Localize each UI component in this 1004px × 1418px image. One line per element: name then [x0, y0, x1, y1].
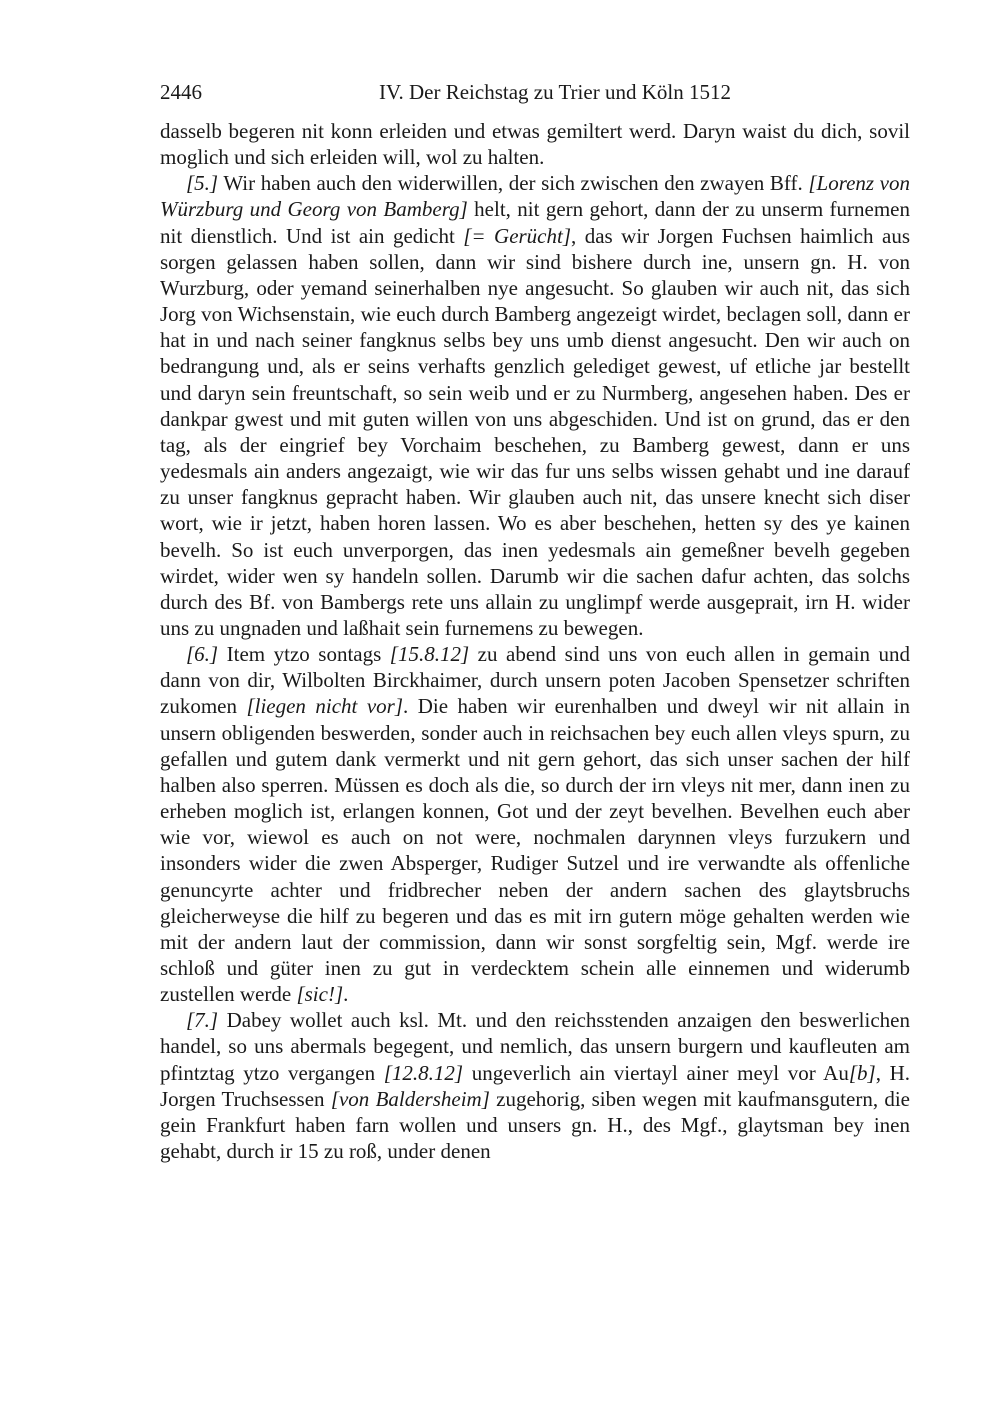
document-page [160, 78, 910, 1164]
text-run: . Die haben wir eurenhalben und dweyl wir nit allain in unsern obligenden beswerden, sonder auch in reichsachen bey euch allen vleys spurn, zu gefallen und gutem dank vermerkt und nit gern gehort, das sich unser sachen der hilf halben also sperren. Müssen es doch als die, so durch der irn vleys nit mer, dann inen zu erheben moglich ist, erlangen konnen, Got und der zeyt bevelhen. Bevelhen euch aber wie vor, wiewol es auch on not were, nochmalen darynnen vleys furzukern und insonders wider die zwen Absperger, Rudiger Sutzel und ire verwandte als offenliche genuncyrte achter und fridbrecher neben der andern sachen des glaytsbruchs gleicherweyse die hilf zu begeren und das es mit irn gutern möge gehalten werden wie mit der andern laut der commission, dann wir sonst sorgfeltig sein, Mgf. werde ire schloß und güter inen zu gut in verdecktem schein alle einnemen und widerumb zustellen werde [160, 694, 910, 1007]
text-run: Wir haben auch den widerwillen, der sich zwischen den zwayen Bff. [218, 171, 809, 196]
text-run: Dabey wollet auch ksl. Mt. und den reichsstenden anzaigen den beswerlichen handel, so uns abermals begegent, und nemlich, das unsern burgern und kaufleuten am pfintztag ytzo vergangen [160, 1008, 910, 1085]
editorial-note: [Lorenz von Würzburg und Georg von Bamberg] [160, 171, 910, 222]
editorial-note: [von Baldersheim] [330, 1086, 490, 1111]
editorial-note: [= Gerücht] [463, 223, 572, 248]
running-title: IV. Der Reichstag zu Trier und Köln 1512 [379, 80, 731, 104]
text-run: . [343, 982, 349, 1007]
paragraph-7 [160, 1007, 910, 1164]
body-text [160, 118, 910, 1164]
paragraph-number: [6.] [186, 642, 219, 667]
editorial-note: [sic!] [296, 982, 344, 1007]
editorial-note: [15.8.12] [389, 642, 470, 667]
text-run: ungeverlich ain viertayl ainer meyl vor Au [463, 1060, 849, 1085]
paragraph-6 [160, 641, 910, 1007]
text-run: Item ytzo sontags [218, 642, 390, 667]
running-head [160, 78, 910, 106]
page-number: 2446 [160, 80, 202, 104]
continuation-paragraph: dasselb begeren nit konn erleiden und etwas gemiltert werd. Daryn waist du dich, sovil moglich und sich erleiden will, wol zu halten. [160, 119, 910, 170]
text-run: , das wir Jorgen Fuchsen haimlich aus sorgen gelassen haben sollen, dann wir sind bishere durch ine, unsern gn. H. von Wurzburg, oder yemand seinerhalben nye angesucht. So glauben wir auch nit, das sich Jorg von Wichsenstain, wie euch durch Bamberg angezeigt wirdet, beclagen soll, dann er hat in und nach seiner fangknus selbs bey uns umb dienst angesucht. Den wir auch on bedrangung und, als er seins verhafts genzlich gelediget gewest, uf etliche jar bestellt und daryn sein freuntschaft, so sein weib und er zu Nurmberg, angesehen haben. Des er dankpar gwest und mit guten willen von uns abgeschiden. Und ist on grund, das er den tag, als der eingrief bey Vorchaim beschehen, zu Bamberg gewest, dann er uns yedesmals ain anders angezaigt, wie wir das fur uns selbs wissen gehabt und ine darauf zu unser fangknus gepracht haben. Wir glauben auch nit, das unsere knecht sich diser wort, wie ir jetzt, haben horen lassen. Wo es aber beschehen, hetten sy des ye kainen bevelh. So ist euch unverporgen, das inen yedesmals ain gemeßner bevelh gegeben wirdet, wider wen sy handeln sollen. Darumb wir die sachen dafur achten, das solchs durch des Bf. von Bambergs rete uns allain zu unglimpf werde ausgeprait, irn H. wider uns zu ungnaden und laßhait sein furnemens zu bewegen. [160, 223, 911, 640]
text-run: zu abend sind uns von euch allen in gemain und dann von dir, Wilbolten Birckhaimer, durch unsern poten Jacoben Spensetzer schriften zukomen [160, 642, 910, 719]
text-run: , H. Jorgen Truchsessen [160, 1060, 910, 1111]
editorial-note: [12.8.12] [383, 1060, 464, 1085]
text-run: helt, nit gern gehort, dann der zu unserm furnemen nit dienstlich. Und ist ain gedicht [160, 197, 910, 248]
text-run: zugehorig, siben wegen mit kaufmansgutern, die gein Frankfurt haben farn wollen und unsers gn. H., des Mgf., glaytsman bey inen gehabt, durch ir 15 zu roß, under denen [160, 1086, 910, 1164]
paragraph-5 [160, 170, 910, 641]
editorial-note: [b] [848, 1060, 876, 1085]
paragraph-number: [7.] [186, 1008, 219, 1033]
paragraph-number: [5.] [186, 171, 219, 196]
editorial-note: [liegen nicht vor] [246, 694, 404, 719]
